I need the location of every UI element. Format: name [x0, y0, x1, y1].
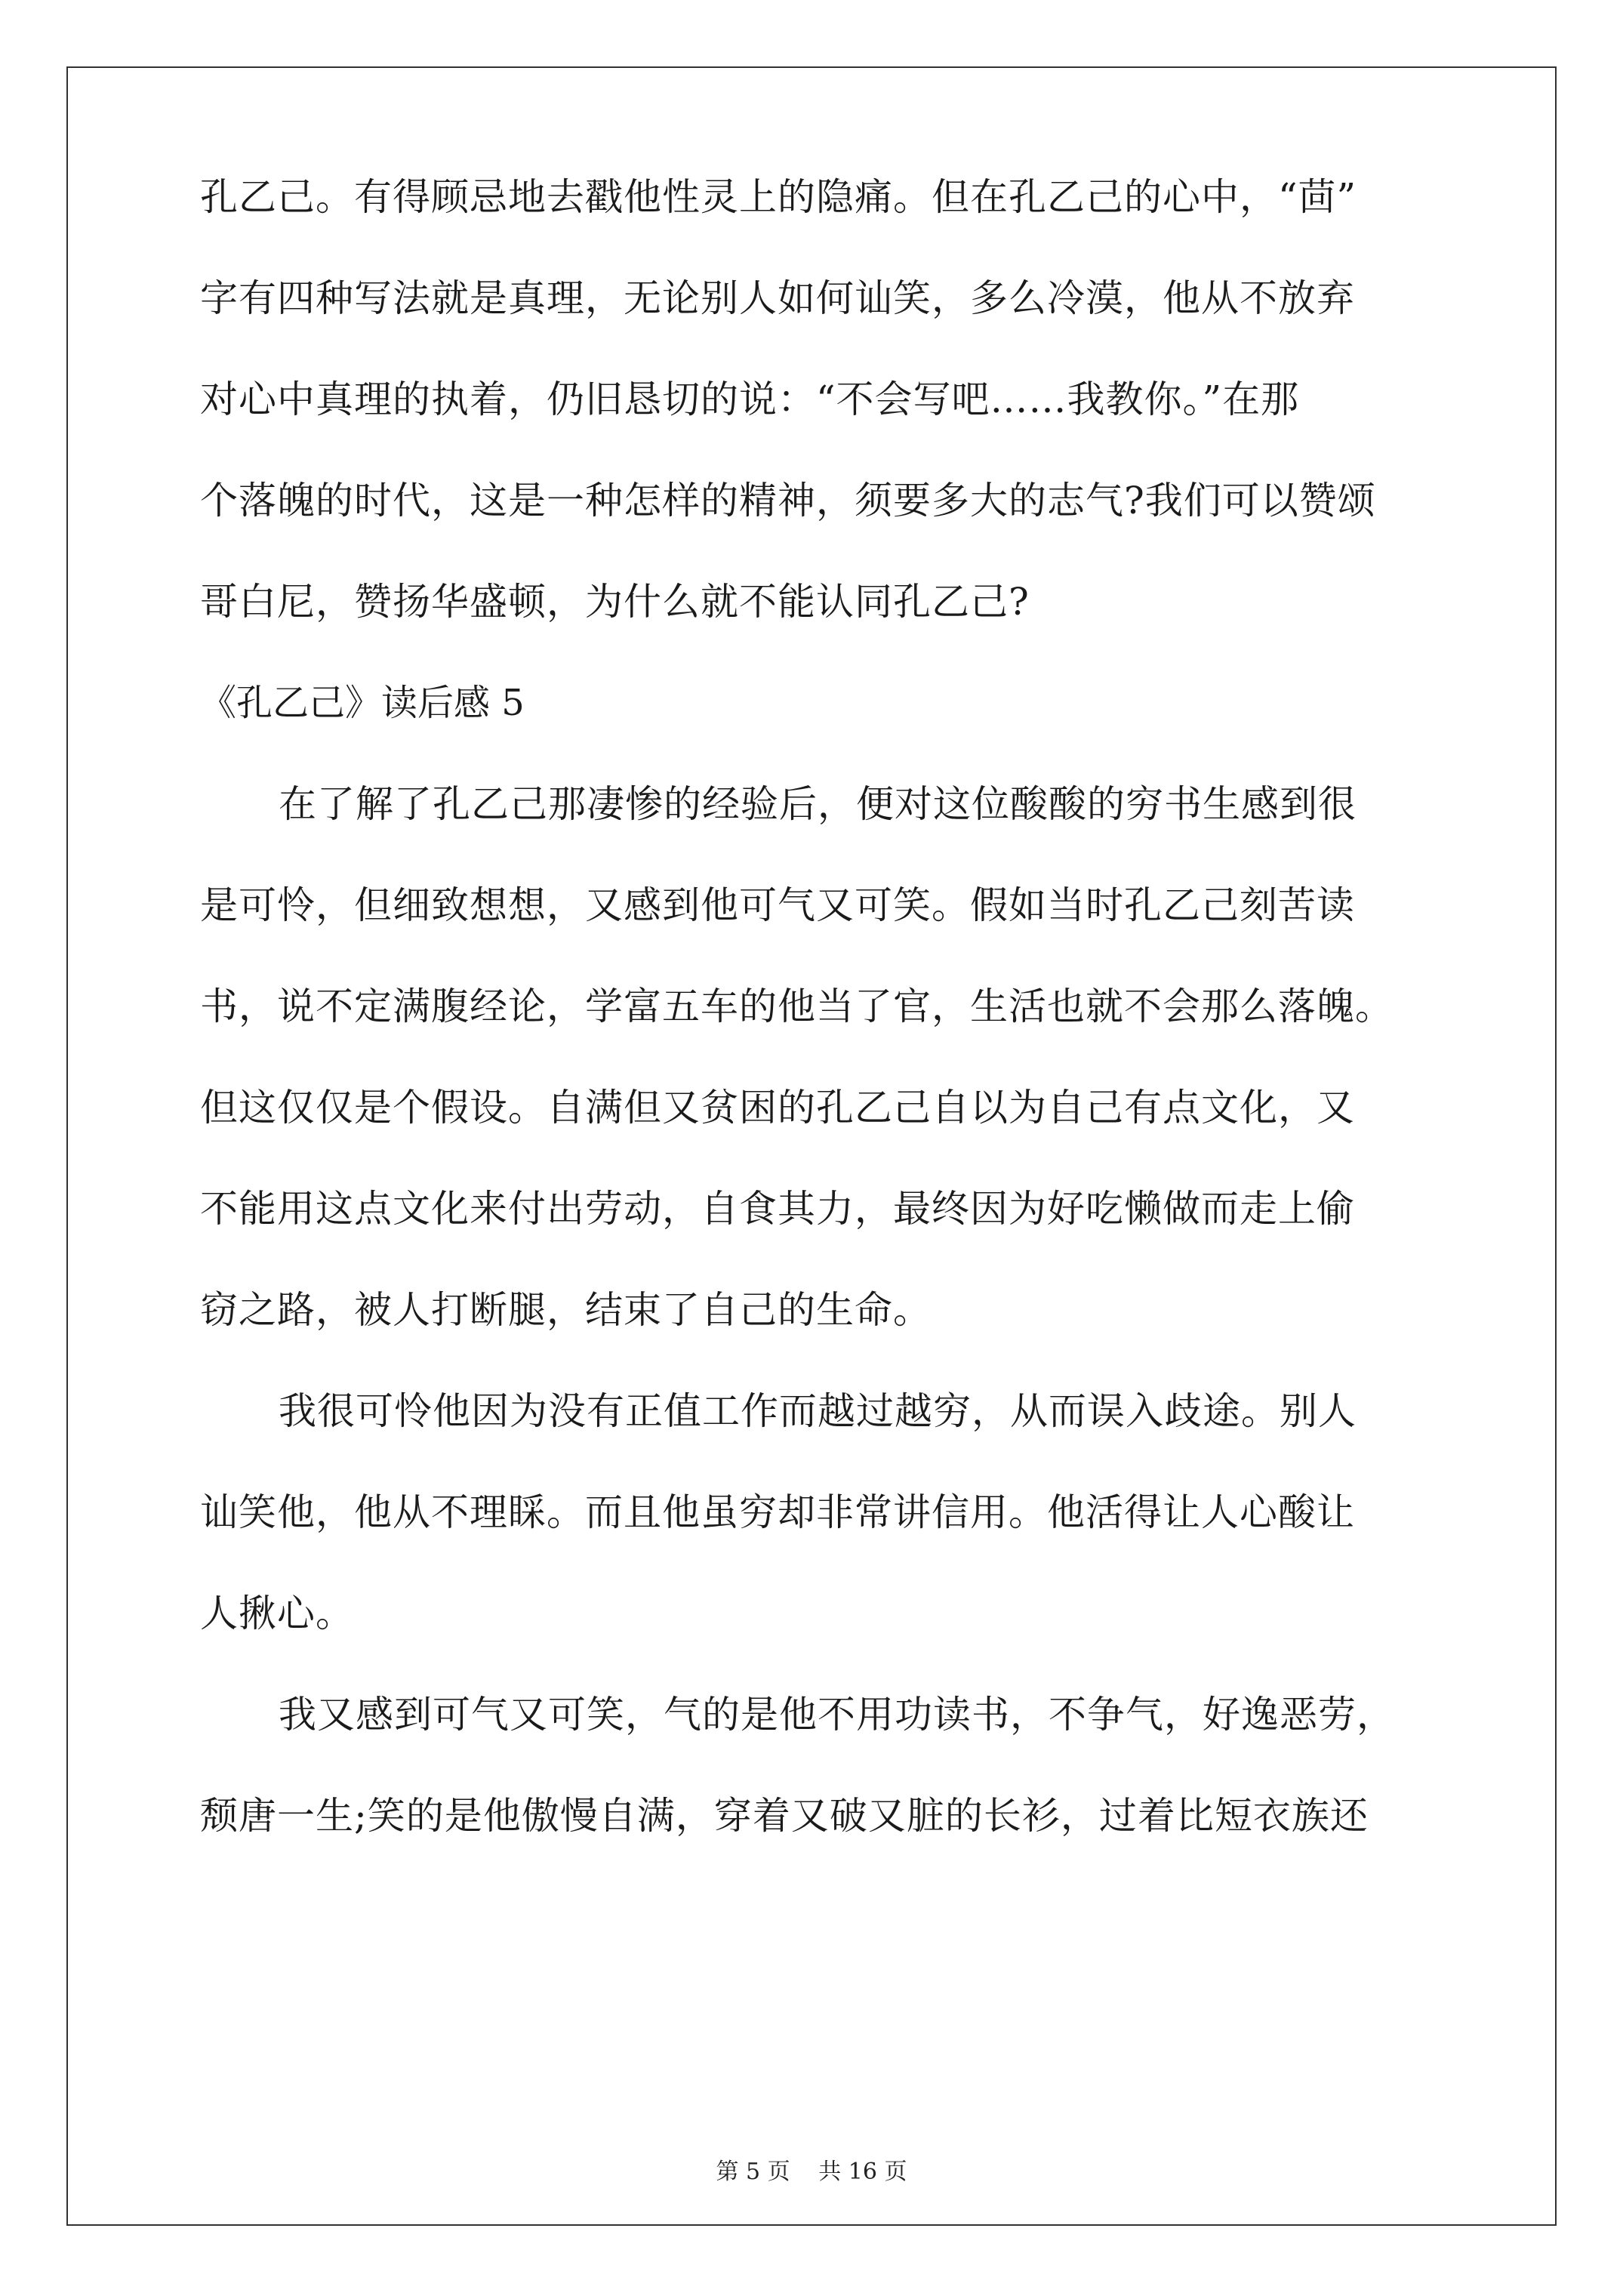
text-line: 颓唐一生;笑的是他傲慢自满，穿着又破又脏的长衫，过着比短衣族还	[200, 1794, 1369, 1838]
text-line: 我很可怜他因为没有正值工作而越过越穷，从而误入歧途。别人	[279, 1389, 1357, 1433]
section-heading: 《孔乙己》读后感 5	[200, 682, 525, 724]
text-line: 但这仅仅是个假设。自满但又贫困的孔乙己自以为自己有点文化，又	[200, 1086, 1355, 1130]
text-line: 人揪心。	[200, 1592, 354, 1635]
text-line: 对心中真理的执着，仍旧恳切的说：“不会写吧……我教你。”在那	[200, 378, 1300, 421]
text-line: 我又感到可气又可笑，气的是他不用功读书，不争气，好逸恶劳，	[279, 1693, 1395, 1737]
text-line: 在了解了孔乙己那凄惨的经验后，便对这位酸酸的穷书生感到很	[279, 782, 1357, 826]
text-line: 不能用这点文化来付出劳动，自食其力，最终因为好吃懒做而走上偷	[200, 1187, 1355, 1231]
text-line: 孔乙己。有得顾忌地去戳他性灵上的隐痛。但在孔乙己的心中，“茴”	[200, 175, 1357, 219]
page-footer	[0, 2159, 1623, 2185]
document-body	[200, 175, 1453, 1838]
text-line: 书，说不定满腹经论，学富五车的他当了官，生活也就不会那么落魄。	[200, 985, 1394, 1028]
page-total: 共 16 页	[818, 2159, 907, 2185]
text-line: 字有四种写法就是真理，无论别人如何讪笑，多么冷漠，他从不放弃	[200, 276, 1355, 320]
text-line: 窃之路，被人打断腿，结束了自己的生命。	[200, 1288, 932, 1332]
page-number: 第 5 页	[716, 2159, 790, 2185]
text-line: 个落魄的时代，这是一种怎样的精神，须要多大的志气?我们可以赞颂	[200, 479, 1376, 522]
text-line: 讪笑他，他从不理睬。而且他虽穷却非常讲信用。他活得让人心酸让	[200, 1490, 1355, 1534]
text-line: 哥白尼，赞扬华盛顿，为什么就不能认同孔乙己?	[200, 580, 1030, 624]
text-line: 是可怜，但细致想想，又感到他可气又可笑。假如当时孔乙己刻苦读	[200, 883, 1355, 927]
